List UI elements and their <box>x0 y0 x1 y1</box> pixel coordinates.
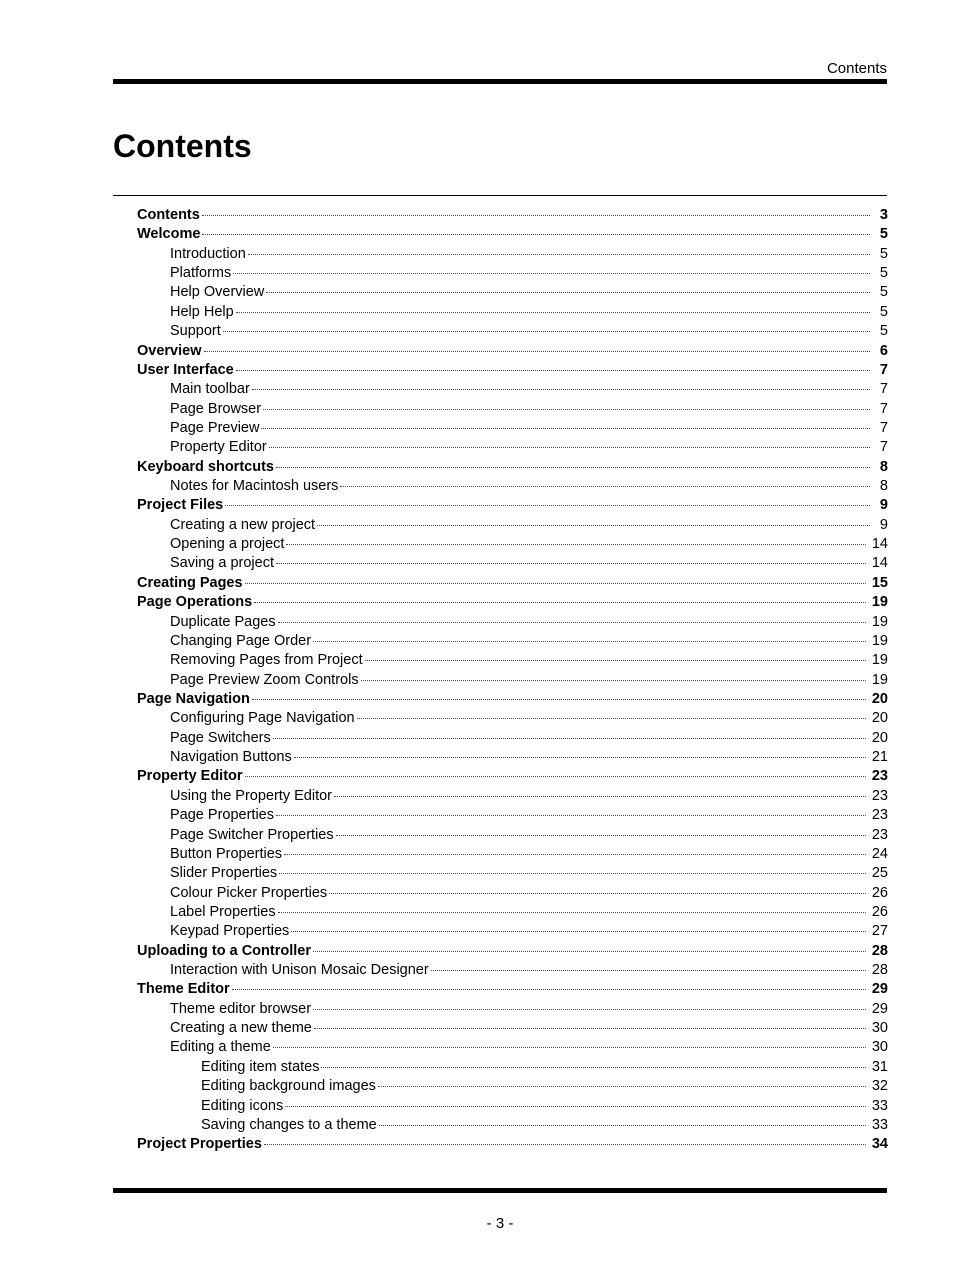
toc-entry-page-number: 5 <box>879 303 888 320</box>
toc-dot-leader <box>285 1106 866 1107</box>
toc-entry-title: Project Properties <box>137 1136 262 1153</box>
toc-dot-leader <box>232 989 866 990</box>
toc-entry-page-number: 21 <box>871 749 888 766</box>
toc-entry-title: Page Preview <box>170 419 260 436</box>
toc-entry-title: Help Help <box>170 303 234 320</box>
toc-entry[interactable] <box>137 1077 888 1096</box>
toc-entry-title: Creating a new theme <box>170 1020 312 1037</box>
toc-entry-title: User Interface <box>137 361 234 378</box>
toc-entry-page-number: 23 <box>871 768 888 785</box>
toc-dot-leader <box>252 389 870 390</box>
toc-entry-title: Page Operations <box>137 594 253 611</box>
toc-entry[interactable] <box>137 942 888 961</box>
toc-entry-page-number: 5 <box>879 323 888 340</box>
toc-entry[interactable] <box>137 845 888 864</box>
toc-entry-page-number: 19 <box>871 594 888 611</box>
toc-dot-leader <box>202 215 870 216</box>
title-rule <box>113 195 887 196</box>
toc-entry-title: Keyboard shortcuts <box>137 458 274 475</box>
toc-entry[interactable] <box>137 980 888 999</box>
toc-dot-leader <box>294 757 866 758</box>
toc-entry-title: Platforms <box>170 265 232 282</box>
toc-dot-leader <box>378 1086 866 1087</box>
toc-dot-leader <box>263 409 870 410</box>
toc-entry[interactable] <box>137 671 888 690</box>
toc-entry-page-number: 9 <box>879 516 888 533</box>
toc-dot-leader <box>431 970 866 971</box>
toc-entry[interactable] <box>137 400 888 419</box>
toc-entry[interactable] <box>137 496 888 515</box>
toc-entry-page-number: 19 <box>871 652 888 669</box>
toc-entry-title: Saving changes to a theme <box>201 1116 377 1133</box>
toc-entry[interactable] <box>137 554 888 573</box>
toc-dot-leader <box>357 718 866 719</box>
toc-entry-title: Creating Pages <box>137 574 243 591</box>
toc-dot-leader <box>223 331 870 332</box>
toc-entry[interactable] <box>137 1116 888 1135</box>
toc-dot-leader <box>269 447 870 448</box>
toc-dot-leader <box>276 563 866 564</box>
toc-entry-title: Changing Page Order <box>170 632 312 649</box>
toc-entry[interactable] <box>137 593 888 612</box>
toc-entry[interactable] <box>137 826 888 845</box>
toc-entry-title: Navigation Buttons <box>170 749 292 766</box>
footer-rule <box>113 1188 887 1193</box>
toc-entry[interactable] <box>137 264 888 283</box>
toc-dot-leader <box>236 370 870 371</box>
toc-entry-title: Help Overview <box>170 284 265 301</box>
toc-dot-leader <box>266 292 870 293</box>
toc-entry-page-number: 28 <box>871 942 888 959</box>
toc-entry-title: Theme Editor <box>137 981 230 998</box>
toc-dot-leader <box>313 641 866 642</box>
toc-entry[interactable] <box>137 283 888 302</box>
toc-entry[interactable] <box>137 322 888 341</box>
toc-entry-title: Contents <box>137 207 200 223</box>
toc-entry-title: Using the Property Editor <box>170 787 332 804</box>
toc-entry-title: Welcome <box>137 226 201 243</box>
toc-dot-leader <box>321 1067 865 1068</box>
toc-entry-page-number: 8 <box>879 478 888 495</box>
toc-entry-page-number: 24 <box>871 845 888 862</box>
toc-entry[interactable] <box>137 922 888 941</box>
toc-dot-leader <box>340 486 870 487</box>
toc-entry[interactable] <box>137 884 888 903</box>
toc-entry-page-number: 8 <box>879 458 888 475</box>
toc-entry-title: Configuring Page Navigation <box>170 710 355 727</box>
toc-entry-title: Introduction <box>170 245 246 262</box>
toc-entry[interactable] <box>137 477 888 496</box>
toc-dot-leader <box>313 951 866 952</box>
toc-entry-title: Interaction with Unison Mosaic Designer <box>170 962 429 979</box>
toc-entry-page-number: 5 <box>879 284 888 301</box>
toc-entry-title: Page Switchers <box>170 729 271 746</box>
toc-entry-title: Theme editor browser <box>170 1000 312 1017</box>
toc-entry-page-number: 5 <box>879 226 888 243</box>
toc-entry-title: Uploading to a Controller <box>137 942 311 959</box>
toc-entry-page-number: 19 <box>871 632 888 649</box>
toc-entry-page-number: 23 <box>871 826 888 843</box>
toc-dot-leader <box>225 505 870 506</box>
toc-dot-leader <box>365 660 866 661</box>
toc-entry-title: Page Navigation <box>137 690 250 707</box>
toc-entry[interactable] <box>137 709 888 728</box>
toc-entry-page-number: 20 <box>871 729 888 746</box>
toc-entry-page-number: 29 <box>871 981 888 998</box>
toc-entry[interactable] <box>137 864 888 883</box>
toc-entry[interactable] <box>137 245 888 264</box>
toc-entry-page-number: 9 <box>879 497 888 514</box>
toc-dot-leader <box>313 1009 866 1010</box>
toc-dot-leader <box>291 931 866 932</box>
toc-entry-page-number: 26 <box>871 884 888 901</box>
toc-dot-leader <box>314 1028 866 1029</box>
toc-entry[interactable] <box>137 438 888 457</box>
toc-entry-title: Creating a new project <box>170 516 316 533</box>
toc-entry-title: Page Switcher Properties <box>170 826 334 843</box>
toc-dot-leader <box>273 1047 866 1048</box>
toc-entry-page-number: 26 <box>871 903 888 920</box>
toc-entry-title: Slider Properties <box>170 865 278 882</box>
toc-entry[interactable] <box>137 419 888 438</box>
toc-entry[interactable] <box>137 787 888 806</box>
toc-dot-leader <box>278 912 866 913</box>
toc-entry[interactable] <box>137 380 888 399</box>
toc-entry-title: Label Properties <box>170 903 276 920</box>
toc-entry-title: Button Properties <box>170 845 283 862</box>
toc-dot-leader <box>276 815 866 816</box>
toc-entry-page-number: 30 <box>871 1039 888 1056</box>
toc-entry-title: Main toolbar <box>170 381 250 398</box>
toc-entry[interactable] <box>137 1097 888 1116</box>
toc-entry-title: Editing item states <box>201 1058 320 1075</box>
toc-entry-page-number: 29 <box>871 1000 888 1017</box>
toc-dot-leader <box>254 602 866 603</box>
toc-entry-page-number: 19 <box>871 671 888 688</box>
toc-entry-page-number: 7 <box>879 361 888 378</box>
toc-entry[interactable] <box>137 535 888 554</box>
toc-entry-title: Editing background images <box>201 1078 376 1095</box>
page-title: Contents <box>113 128 252 164</box>
toc-entry-title: Opening a project <box>170 536 285 553</box>
toc-entry[interactable] <box>137 1000 888 1019</box>
toc-entry-title: Removing Pages from Project <box>170 652 363 669</box>
toc-entry-page-number: 5 <box>879 265 888 282</box>
toc-entry[interactable] <box>137 206 888 225</box>
toc-entry-page-number: 33 <box>871 1097 888 1114</box>
toc-entry-page-number: 23 <box>871 787 888 804</box>
toc-entry-title: Saving a project <box>170 555 274 572</box>
toc-entry-page-number: 7 <box>879 400 888 417</box>
toc-entry-page-number: 34 <box>871 1136 888 1153</box>
toc-entry[interactable] <box>137 903 888 922</box>
toc-entry-page-number: 7 <box>879 419 888 436</box>
toc-entry-title: Editing icons <box>201 1097 284 1114</box>
toc-entry[interactable] <box>137 651 888 670</box>
toc-dot-leader <box>204 351 871 352</box>
toc-entry-page-number: 30 <box>871 1020 888 1037</box>
toc-dot-leader <box>336 835 866 836</box>
toc-dot-leader <box>264 1144 866 1145</box>
toc-dot-leader <box>317 525 870 526</box>
toc-entry-page-number: 3 <box>879 207 888 223</box>
toc-entry-title: Overview <box>137 342 202 359</box>
toc-entry[interactable] <box>137 1019 888 1038</box>
toc-entry-page-number: 31 <box>871 1058 888 1075</box>
toc-entry-page-number: 7 <box>879 439 888 456</box>
toc-entry[interactable] <box>137 748 888 767</box>
toc-entry-title: Property Editor <box>170 439 267 456</box>
page-number: - 3 - <box>486 1215 514 1232</box>
toc-entry-page-number: 23 <box>871 807 888 824</box>
toc-entry-title: Editing a theme <box>170 1039 271 1056</box>
toc-dot-leader <box>284 854 866 855</box>
toc-entry-page-number: 5 <box>879 245 888 262</box>
toc-entry-page-number: 7 <box>879 381 888 398</box>
toc-entry-page-number: 27 <box>871 923 888 940</box>
running-head: Contents <box>826 60 887 77</box>
toc-entry[interactable] <box>137 806 888 825</box>
toc-entry[interactable] <box>137 729 888 748</box>
toc-entry-title: Colour Picker Properties <box>170 884 328 901</box>
toc-entry-title: Project Files <box>137 497 224 514</box>
toc-entry[interactable] <box>137 767 888 786</box>
toc-dot-leader <box>261 428 870 429</box>
toc-entry-title: Property Editor <box>137 768 243 785</box>
toc-entry[interactable] <box>137 961 888 980</box>
toc-entry[interactable] <box>137 225 888 244</box>
toc-entry-title: Page Browser <box>170 400 262 417</box>
toc-entry-page-number: 14 <box>871 536 888 553</box>
toc-entry-page-number: 19 <box>871 613 888 630</box>
toc-dot-leader <box>245 776 866 777</box>
toc-entry-title: Page Properties <box>170 807 274 824</box>
toc-entry-title: Keypad Properties <box>170 923 290 940</box>
toc-dot-leader <box>233 273 870 274</box>
toc-entry[interactable] <box>137 361 888 380</box>
toc-dot-leader <box>248 254 870 255</box>
toc-entry-title: Notes for Macintosh users <box>170 478 339 495</box>
toc-dot-leader <box>334 796 866 797</box>
toc-entry[interactable] <box>137 1058 888 1077</box>
toc-entry-page-number: 6 <box>879 342 888 359</box>
toc-entry[interactable] <box>137 516 888 535</box>
toc-entry[interactable] <box>137 613 888 632</box>
toc-entry-page-number: 28 <box>871 962 888 979</box>
toc-entry[interactable] <box>137 690 888 709</box>
toc-entry-page-number: 33 <box>871 1116 888 1133</box>
toc-dot-leader <box>278 622 866 623</box>
toc-entry-title: Duplicate Pages <box>170 613 276 630</box>
toc-entry-page-number: 20 <box>871 710 888 727</box>
toc-dot-leader <box>273 738 866 739</box>
toc-dot-leader <box>279 873 866 874</box>
toc-entry-page-number: 25 <box>871 865 888 882</box>
toc-dot-leader <box>379 1125 866 1126</box>
toc-dot-leader <box>361 680 866 681</box>
table-of-contents <box>137 206 888 1155</box>
toc-entry[interactable] <box>137 458 888 477</box>
toc-entry[interactable] <box>137 303 888 322</box>
toc-dot-leader <box>202 234 870 235</box>
toc-dot-leader <box>236 312 870 313</box>
header-rule <box>113 79 887 84</box>
toc-entry-page-number: 15 <box>871 574 888 591</box>
toc-entry-page-number: 32 <box>871 1078 888 1095</box>
toc-entry[interactable] <box>137 574 888 593</box>
toc-entry[interactable] <box>137 632 888 651</box>
toc-dot-leader <box>276 467 870 468</box>
toc-entry-page-number: 20 <box>871 690 888 707</box>
toc-entry-title: Support <box>170 323 221 340</box>
toc-entry[interactable] <box>137 1135 888 1154</box>
toc-entry[interactable] <box>137 1038 888 1057</box>
toc-entry-page-number: 14 <box>871 555 888 572</box>
toc-dot-leader <box>245 583 866 584</box>
toc-dot-leader <box>286 544 865 545</box>
toc-entry[interactable] <box>137 342 888 361</box>
toc-dot-leader <box>252 699 866 700</box>
toc-dot-leader <box>329 893 866 894</box>
toc-entry-title: Page Preview Zoom Controls <box>170 671 359 688</box>
